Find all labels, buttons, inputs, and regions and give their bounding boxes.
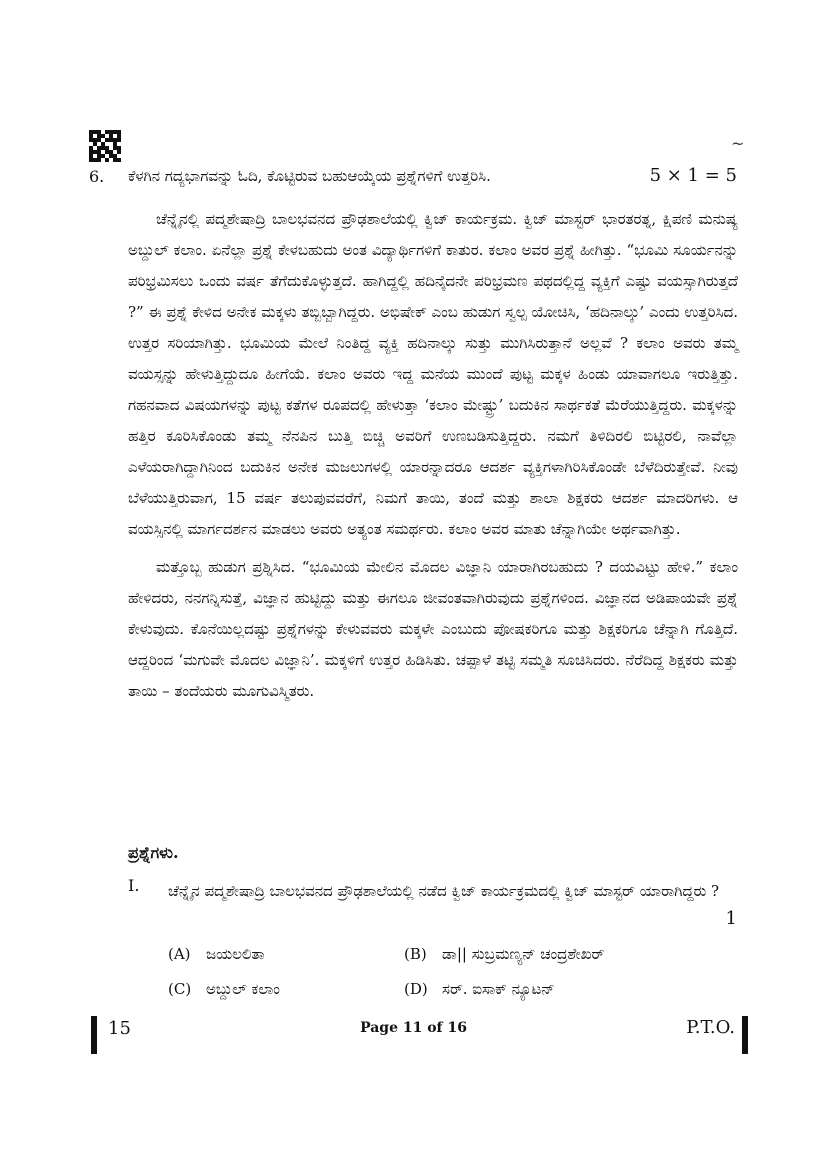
option-text: ಅಬ್ದುಲ್ ಕಲಾಂ <box>206 980 280 998</box>
option-text: ಜಯಲಲಿತಾ <box>206 945 265 963</box>
footer-bar-right <box>742 1016 748 1054</box>
option-label: (D) <box>404 980 428 998</box>
option-d <box>404 980 555 998</box>
page-label: Page 11 of 16 <box>360 1020 467 1036</box>
option-b <box>404 945 604 963</box>
option-text: ಡಾ|| ಸುಬ್ರಮಣ್ಯನ್ ಚಂದ್ರಶೇಖರ್ <box>442 945 605 963</box>
option-label: (B) <box>404 945 427 963</box>
questions-heading: ಪ್ರಶ್ನೆಗಳು. <box>128 843 179 862</box>
footer-number: 15 <box>108 1018 131 1039</box>
option-c <box>168 980 280 998</box>
question-marks: 5 × 1 = 5 <box>649 165 737 186</box>
question-number: 6. <box>89 167 105 186</box>
passage <box>128 204 738 707</box>
option-text: ಸರ್. ಐಸಾಕ್ ನ್ಯೂಟನ್ <box>442 980 555 998</box>
question-instruction: ಕೆಳಗಿನ ಗದ್ಯಭಾಗವನ್ನು ಓದಿ, ಕೊಟ್ಟಿರುವ ಬಹುಆಯ್ಕೆಯ ಪ್ರಶ್ನೆಗಳಿಗೆ ಉತ್ತರಿಸಿ. <box>128 167 491 185</box>
option-label: (C) <box>168 980 192 998</box>
passage-paragraph: ಚೆನ್ನೈನಲ್ಲಿ ಪದ್ಮಶೇಷಾದ್ರಿ ಬಾಲಭವನದ ಪ್ರೌಢಶಾಲೆಯಲ್ಲಿ ಕ್ವಿಜ್ ಕಾರ್ಯಕ್ರಮ. ಕ್ವಿಜ್ ಮಾಸ್ಟರ್ ಭಾರತರತ್ನ, ಕ್ಷಿಪಣಿ ಮನುಷ್ಯ ಅಬ್ದುಲ್ ಕಲಾಂ. ಏನೆಲ್ಲಾ ಪ್ರಶ್ನೆ ಕೇಳಬಹುದು ಅಂತ ವಿದ್ಯಾರ್ಥಿಗಳಿಗೆ ಕಾತುರ. ಕಲಾಂ ಅವರ ಪ್ರಶ್ನೆ ಹೀಗಿತ್ತು. “ಭೂಮಿ ಸೂರ್ಯನನ್ನು ಪರಿಭ್ರಮಿಸಲು ಒಂದು ವರ್ಷ ತೆಗೆದುಕೊಳ್ಳುತ್ತದೆ. ಹಾಗಿದ್ದಲ್ಲಿ ಹದಿನೈದನೇ ಪರಿಭ್ರಮಣ ಪಥದಲ್ಲಿದ್ದ ವ್ಯಕ್ತಿಗೆ ಎಷ್ಟು ವಯಸ್ಸಾಗಿರುತ್ತದೆ ?” ಈ ಪ್ರಶ್ನೆ ಕೇಳಿದ ಅನೇಕ ಮಕ್ಕಳು ತಬ್ಬಿಬ್ಬಾಗಿದ್ದರು. ಅಭಿಷೇಕ್ ಎಂಬ ಹುಡುಗ ಸ್ವಲ್ಪ ಯೋಚಿಸಿ, ‘ಹದಿನಾಲ್ಕು’ ಎಂದು ಉತ್ತರಿಸಿದ. ಉತ್ತರ ಸರಿಯಾಗಿತ್ತು. ಭೂಮಿಯ ಮೇಲೆ ನಿಂತಿದ್ದ ವ್ಯಕ್ತಿ ಹದಿನಾಲ್ಕು ಸುತ್ತು ಮುಗಿಸಿರುತ್ತಾನೆ ಅಲ್ಲವೆ ? ಕಲಾಂ ಅವರು ತಮ್ಮ ವಯಸ್ಸನ್ನು ಹೇಳುತ್ತಿದ್ದುದೂ ಹೀಗೆಯೆ. ಕಲಾಂ ಅವರು ಇದ್ದ ಮನೆಯ ಮುಂದೆ ಪುಟ್ಟ ಮಕ್ಕಳ ಹಿಂಡು ಯಾವಾಗಲೂ ಇರುತ್ತಿತ್ತು. ಗಹನವಾದ ವಿಷಯಗಳನ್ನು ಪುಟ್ಟ ಕತೆಗಳ ರೂಪದಲ್ಲಿ ಹೇಳುತ್ತಾ ‘ಕಲಾಂ ಮೇಷ್ಟ್ರು’ ಬದುಕಿನ ಸಾರ್ಥಕತೆ ಮೆರೆಯುತ್ತಿದ್ದರು. ಮಕ್ಕಳನ್ನು ಹತ್ತಿರ ಕೂರಿಸಿಕೊಂಡು ತಮ್ಮ ನೆನಪಿನ ಬುತ್ತಿ ಬಿಚ್ಚಿ ಅವರಿಗೆ ಉಣಬಡಿಸುತ್ತಿದ್ದರು. ನಮಗೆ ತಿಳಿದಿರಲಿ ಬಿಟ್ಟಿರಲಿ, ನಾವೆಲ್ಲಾ ಎಳೆಯರಾಗಿದ್ದಾಗಿನಿಂದ ಬದುಕಿನ ಅನೇಕ ಮಜಲುಗಳಲ್ಲಿ ಯಾರನ್ನಾದರೂ ಆದರ್ಶ ವ್ಯಕ್ತಿಗಳಾಗಿರಿಸಿಕೊಂಡೇ ಬೆಳೆದಿರುತ್ತೇವೆ. ನೀವು ಬೆಳೆಯುತ್ತಿರುವಾಗ, 15 ವರ್ಷ ತಲುಪುವವರೆಗೆ, ನಿಮಗೆ ತಾಯಿ, ತಂದೆ ಮತ್ತು ಶಾಲಾ ಶಿಕ್ಷಕರು ಆದರ್ಶ ಮಾದರಿಗಳು. ಆ ವಯಸ್ಸಿನಲ್ಲಿ ಮಾರ್ಗದರ್ಶನ ಮಾಡಲು ಅವರು ಅತ್ಯಂತ ಸಮರ್ಥರು. ಕಲಾಂ ಅವರ ಮಾತು ಚೆನ್ನಾಗಿಯೇ ಅರ್ಥವಾಗಿತ್ತು. <box>128 210 738 538</box>
sub-question-text: ಚೆನ್ನೈನ ಪದ್ಮಶೇಷಾದ್ರಿ ಬಾಲಭವನದ ಪ್ರೌಢಶಾಲೆಯಲ್ಲಿ ನಡೆದ ಕ್ವಿಜ್ ಕಾರ್ಯಕ್ರಮದಲ್ಲಿ ಕ್ವಿಜ್ ಮಾಸ್ಟರ್ ಯಾರಾಗಿದ್ದರು ? <box>168 882 720 900</box>
pto-label: P.T.O. <box>686 1017 735 1038</box>
corner-mark: ~ <box>731 134 745 153</box>
option-label: (A) <box>168 945 191 963</box>
option-a <box>168 945 265 963</box>
qr-code-icon <box>89 130 121 162</box>
sub-question-marks: 1 <box>725 908 737 929</box>
passage-paragraph: ಮತ್ತೊಬ್ಬ ಹುಡುಗ ಪ್ರಶ್ನಿಸಿದ. “ಭೂಮಿಯ ಮೇಲಿನ ಮೊದಲ ವಿಜ್ಞಾನಿ ಯಾರಾಗಿರಬಹುದು ? ದಯವಿಟ್ಟು ಹೇಳಿ.” ಕಲಾಂ ಹೇಳಿದರು, ನನಗನ್ನಿಸುತ್ತೆ, ವಿಜ್ಞಾನ ಹುಟ್ಟಿದ್ದು ಮತ್ತು ಈಗಲೂ ಜೀವಂತವಾಗಿರುವುದು ಪ್ರಶ್ನೆಗಳಿಂದ. ವಿಜ್ಞಾನದ ಅಡಿಪಾಯವೇ ಪ್ರಶ್ನೆ ಕೇಳುವುದು. ಕೊನೆಯಿಲ್ಲದಷ್ಟು ಪ್ರಶ್ನೆಗಳನ್ನು ಕೇಳುವವರು ಮಕ್ಕಳೇ ಎಂಬುದು ಪೋಷಕರಿಗೂ ಮತ್ತು ಶಿಕ್ಷಕರಿಗೂ ಚೆನ್ನಾಗಿ ಗೊತ್ತಿದೆ. ಆದ್ದರಿಂದ ‘ಮಗುವೇ ಮೊದಲ ವಿಜ್ಞಾನಿ’. ಮಕ್ಕಳಿಗೆ ಉತ್ತರ ಹಿಡಿಸಿತು. ಚಪ್ಪಾಳೆ ತಟ್ಟಿ ಸಮ್ಮತಿ ಸೂಚಿಸಿದರು. ನೆರೆದಿದ್ದ ಶಿಕ್ಷಕರು ಮತ್ತು ತಾಯಿ – ತಂದೆಯರು ಮೂಗುವಿಸ್ಮಿತರು. <box>128 558 738 700</box>
sub-question-number: I. <box>128 876 140 895</box>
